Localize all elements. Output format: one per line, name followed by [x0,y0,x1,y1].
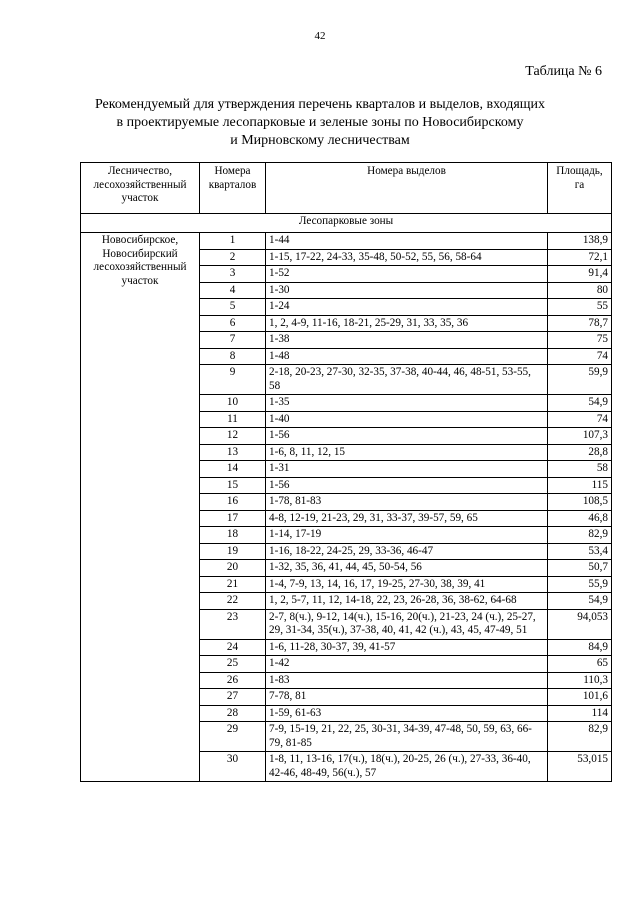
area-value: 91,4 [548,266,612,283]
quarter-number: 6 [200,315,266,332]
quarter-number: 9 [200,365,266,395]
quarter-number: 3 [200,266,266,283]
plot-numbers: 1-32, 35, 36, 41, 44, 45, 50-54, 56 [266,560,548,577]
header-quarter: Номера кварталов [200,163,266,214]
document-title [60,96,580,150]
quarter-number: 12 [200,428,266,445]
quarter-number: 24 [200,639,266,656]
quarter-number: 27 [200,689,266,706]
area-value: 55,9 [548,576,612,593]
title-line-2: в проектируемые лесопарковые и зеленые зоны по Новосибирскому [116,115,524,130]
plot-numbers: 1-56 [266,477,548,494]
quarter-number: 26 [200,672,266,689]
area-value: 94,053 [548,609,612,639]
quarter-number: 8 [200,348,266,365]
area-value: 101,6 [548,689,612,706]
quarter-number: 18 [200,527,266,544]
plot-numbers: 1-24 [266,299,548,316]
quarter-number: 21 [200,576,266,593]
quarter-number: 25 [200,656,266,673]
plot-numbers: 1-4, 7-9, 13, 14, 16, 17, 19-25, 27-30, 38, 39, 41 [266,576,548,593]
plot-numbers: 1-40 [266,411,548,428]
plot-numbers: 1, 2, 4-9, 11-16, 18-21, 25-29, 31, 33, 35, 36 [266,315,548,332]
page-number: 42 [314,30,326,42]
section-title: Лесопарковые зоны [81,214,612,233]
table-row [81,233,612,250]
quarter-number: 13 [200,444,266,461]
table-header-row [81,163,612,214]
quarter-number: 23 [200,609,266,639]
plot-numbers: 7-78, 81 [266,689,548,706]
area-value: 75 [548,332,612,349]
quarter-number: 15 [200,477,266,494]
title-line-3: и Мирновскому лесничествам [230,133,410,148]
area-value: 138,9 [548,233,612,250]
area-value: 107,3 [548,428,612,445]
quarter-number: 14 [200,461,266,478]
area-value: 114 [548,705,612,722]
header-forestry: Лесничество, лесохозяйственный участок [81,163,200,214]
plot-numbers: 1-35 [266,395,548,412]
area-value: 53,4 [548,543,612,560]
area-value: 53,015 [548,752,612,782]
forestry-name: Новосибирское, Новосибирский лесохозяйственный участок [81,233,200,782]
plot-numbers: 1-83 [266,672,548,689]
area-value: 110,3 [548,672,612,689]
area-value: 74 [548,348,612,365]
area-value: 46,8 [548,510,612,527]
plot-numbers: 7-9, 15-19, 21, 22, 25, 30-31, 34-39, 47-48, 50, 59, 63, 66-79, 81-85 [266,722,548,752]
area-value: 108,5 [548,494,612,511]
section-row [81,214,612,233]
area-value: 58 [548,461,612,478]
table-body [81,214,612,782]
area-value: 82,9 [548,527,612,544]
area-value: 59,9 [548,365,612,395]
area-value: 82,9 [548,722,612,752]
plot-numbers: 1, 2, 5-7, 11, 12, 14-18, 22, 23, 26-28, 36, 38-62, 64-68 [266,593,548,610]
table-label: Таблица № 6 [525,64,602,79]
plot-numbers: 1-42 [266,656,548,673]
area-value: 50,7 [548,560,612,577]
quarter-number: 29 [200,722,266,752]
plot-numbers: 1-15, 17-22, 24-33, 35-48, 50-52, 55, 56, 58-64 [266,249,548,266]
plot-numbers: 1-52 [266,266,548,283]
plot-numbers: 1-6, 8, 11, 12, 15 [266,444,548,461]
area-value: 115 [548,477,612,494]
plot-numbers: 1-38 [266,332,548,349]
quarter-number: 17 [200,510,266,527]
area-value: 84,9 [548,639,612,656]
quarter-number: 22 [200,593,266,610]
header-area: Площадь, га [548,163,612,214]
quarters-table [80,162,612,782]
area-value: 72,1 [548,249,612,266]
area-value: 74 [548,411,612,428]
plot-numbers: 2-18, 20-23, 27-30, 32-35, 37-38, 40-44, 46, 48-51, 53-55, 58 [266,365,548,395]
quarter-number: 30 [200,752,266,782]
area-value: 55 [548,299,612,316]
quarter-number: 1 [200,233,266,250]
quarter-number: 10 [200,395,266,412]
plot-numbers: 1-78, 81-83 [266,494,548,511]
quarter-number: 16 [200,494,266,511]
area-value: 65 [548,656,612,673]
quarter-number: 5 [200,299,266,316]
quarter-number: 2 [200,249,266,266]
plot-numbers: 1-31 [266,461,548,478]
plot-numbers: 1-44 [266,233,548,250]
area-value: 78,7 [548,315,612,332]
quarter-number: 4 [200,282,266,299]
plot-numbers: 4-8, 12-19, 21-23, 29, 31, 33-37, 39-57, 59, 65 [266,510,548,527]
quarter-number: 28 [200,705,266,722]
header-plots: Номера выделов [266,163,548,214]
plot-numbers: 2-7, 8(ч.), 9-12, 14(ч.), 15-16, 20(ч.), 21-23, 24 (ч.), 25-27, 29, 31-34, 35(ч.), 37-38, 40, 41, 42 (ч.), 43, 45, 47-49, 51 [266,609,548,639]
plot-numbers: 1-59, 61-63 [266,705,548,722]
quarter-number: 20 [200,560,266,577]
plot-numbers: 1-14, 17-19 [266,527,548,544]
plot-numbers: 1-48 [266,348,548,365]
title-line-1: Рекомендуемый для утверждения перечень кварталов и выделов, входящих [94,97,546,112]
quarter-number: 11 [200,411,266,428]
area-value: 54,9 [548,593,612,610]
area-value: 28,8 [548,444,612,461]
area-value: 80 [548,282,612,299]
plot-numbers: 1-56 [266,428,548,445]
plot-numbers: 1-30 [266,282,548,299]
plot-numbers: 1-16, 18-22, 24-25, 29, 33-36, 46-47 [266,543,548,560]
area-value: 54,9 [548,395,612,412]
plot-numbers: 1-8, 11, 13-16, 17(ч.), 18(ч.), 20-25, 26 (ч.), 27-33, 36-40, 42-46, 48-49, 56(ч.), 57 [266,752,548,782]
quarter-number: 19 [200,543,266,560]
quarter-number: 7 [200,332,266,349]
plot-numbers: 1-6, 11-28, 30-37, 39, 41-57 [266,639,548,656]
